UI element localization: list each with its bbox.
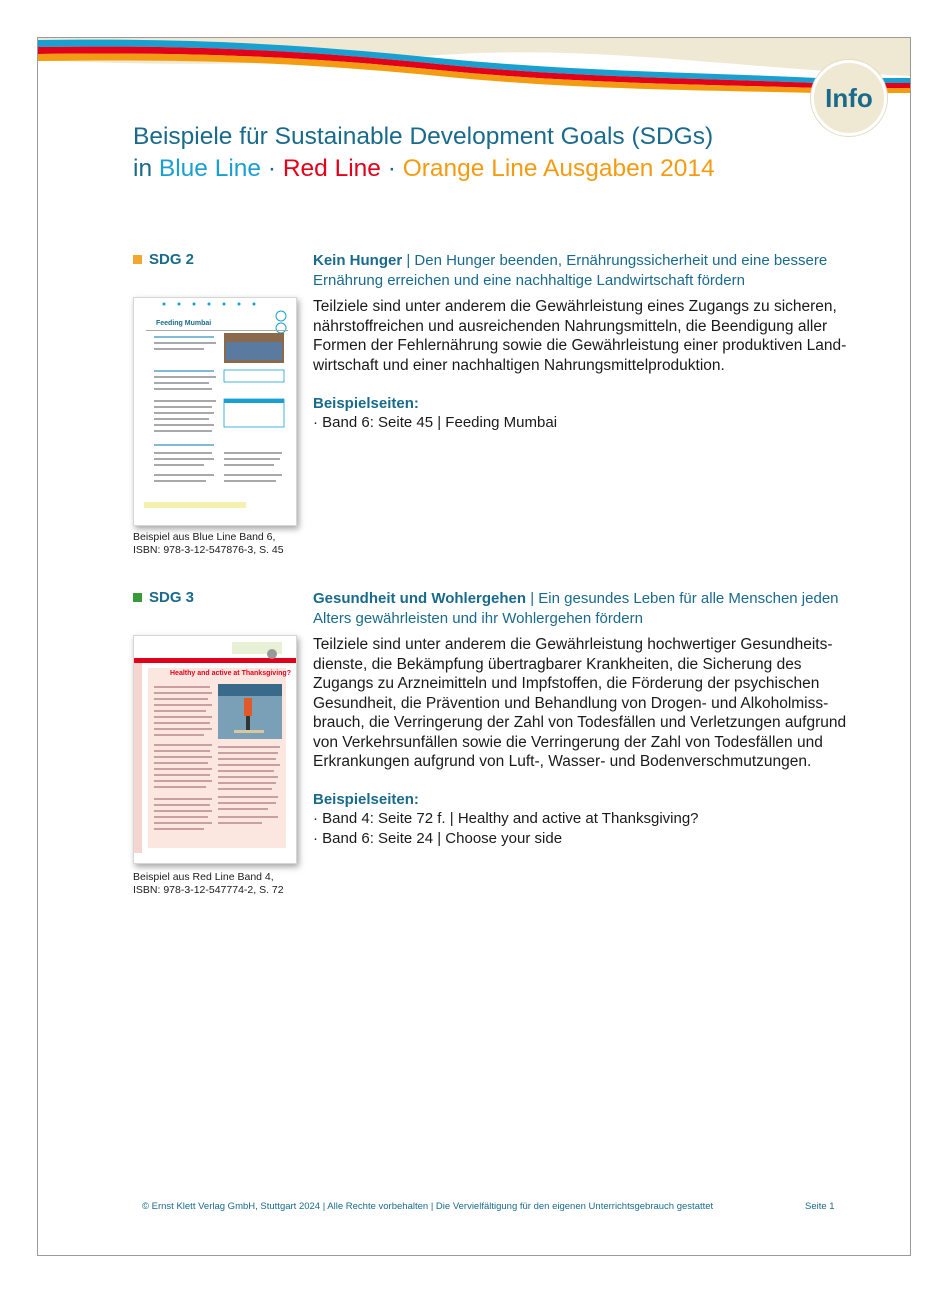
title-red-line: Red Line — [282, 155, 381, 182]
thumbnail-title: Feeding Mumbai — [156, 320, 212, 327]
sdg-number: SDG 2 — [149, 251, 195, 268]
examples-label: Beispielseiten: — [313, 791, 419, 808]
title-line-1: Beispiele für Sustainable Development Goals (SDGs) — [133, 123, 714, 150]
sdg-heading-rest: | Ein gesundes Leben für alle Menschen jeden Alters gewährleisten und ihr Wohlergehen fördern — [313, 590, 839, 627]
example-item: · Band 4: Seite 72 f. | Healthy and active at Thanksgiving? — [313, 810, 699, 827]
title-orange-line: Orange Line Ausgaben 2014 — [402, 155, 715, 182]
title-separator: · — [261, 155, 283, 182]
sdg-heading-rest: | Den Hunger beenden, Ernährungssicherheit und eine bessere Ernährung erreichen und eine nachhaltige Landwirtschaft fördern — [313, 252, 828, 289]
footer-copyright: © Ernst Klett Verlag GmbH, Stuttgart 2024 | Alle Rechte vorbehalten | Die Vervielfältigung für den eigenen Unterrichtsgebrauch gestattet — [142, 1201, 714, 1212]
sdg-body: Teilziele sind unter anderem die Gewährleistung eines Zugangs zu sicheren, nährstoffreichen und ausreichenden Nahrungsmitteln, die Beendigung aller Formen der Fehlernährung sowie die Gewährleistung einer produktiven Land-wirtschaft und einer nachhaltigen Nahrungsmittelproduktion. — [313, 298, 847, 374]
caption-line: ISBN: 978-3-12-547876-3, S. 45 — [133, 544, 284, 556]
thumbnail-title: Healthy and active at Thanksgiving? — [170, 670, 291, 677]
sdg-heading-bold: Kein Hunger — [313, 252, 403, 269]
example-page-thumbnail — [133, 635, 297, 864]
page-title — [133, 121, 715, 185]
example-item: · Band 6: Seite 45 | Feeding Mumbai — [313, 414, 558, 431]
sdg-heading-bold: Gesundheit und Wohlergehen — [313, 590, 527, 607]
sdg-body: Teilziele sind unter anderem die Gewährleistung hochwertiger Gesundheits-dienste, die Bekämpfung übertragbarer Krankheiten, die Sicherung des Zugangs zu Arzneimitteln und Impfstoffen, die Förderung der psychischen Gesundheit, die Prävention und Behandlung von Drogen- und Alkoholmiss-brauch, die Verringerung der Zahl von Todesfällen und Verletzungen aufgrund von Verkehrsunfällen sowie die Verringerung der Zahl von Todesfällen und Erkrankungen aufgrund von Luft-, Wasser- und Bodenverschmutzungen. — [313, 636, 847, 770]
sdg-heading — [313, 251, 843, 291]
sdg-square-icon — [133, 593, 142, 602]
title-line-2 — [133, 153, 715, 185]
thumbnail-caption — [133, 871, 284, 897]
sdg-number: SDG 3 — [149, 589, 195, 606]
header-waves — [38, 38, 910, 108]
info-badge: Info — [811, 60, 887, 136]
page-number: Seite 1 — [805, 1201, 835, 1212]
caption-line: ISBN: 978-3-12-547774-2, S. 72 — [133, 884, 284, 896]
sdg-label — [133, 251, 194, 268]
thumbnail-caption — [133, 531, 284, 557]
sdg-square-icon — [133, 255, 142, 264]
examples-label: Beispielseiten: — [313, 395, 419, 412]
title-blue-line: Blue Line — [158, 155, 262, 182]
caption-line: Beispiel aus Red Line Band 4, — [133, 871, 274, 883]
sdg-heading — [313, 589, 843, 629]
sdg-label — [133, 589, 194, 606]
example-page-thumbnail — [133, 297, 297, 526]
caption-line: Beispiel aus Blue Line Band 6, — [133, 531, 276, 543]
example-item: · Band 6: Seite 24 | Choose your side — [313, 830, 563, 847]
title-in: in — [133, 155, 159, 182]
title-separator: · — [380, 155, 403, 182]
